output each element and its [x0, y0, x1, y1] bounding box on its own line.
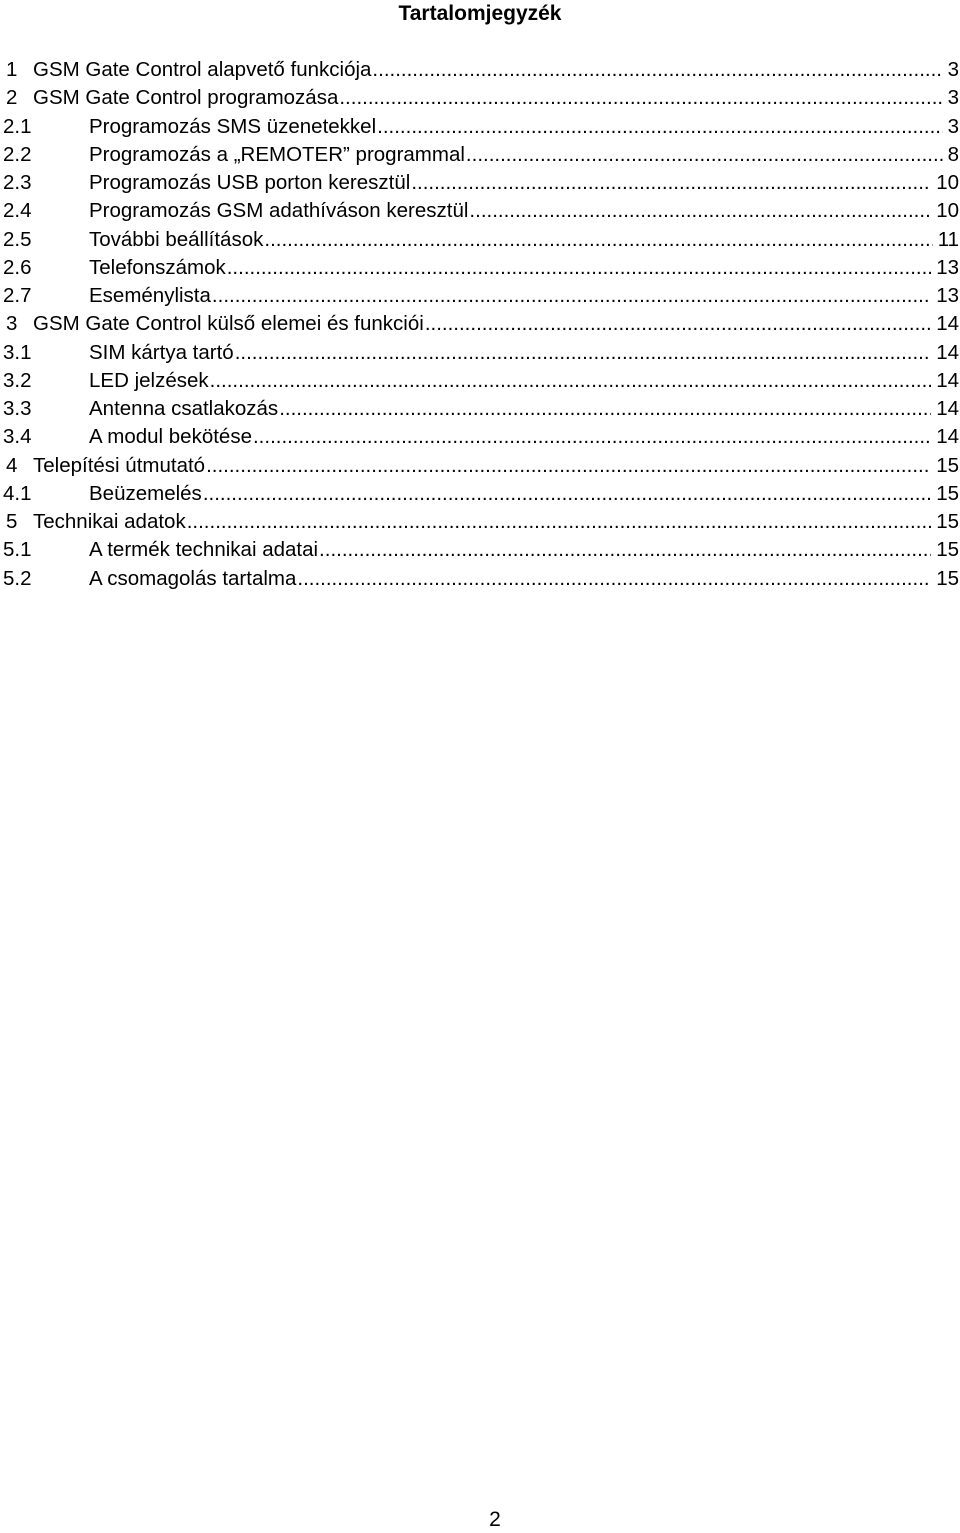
toc-entry-number: 2.5 — [3, 227, 32, 251]
toc-entry-page: 15 — [936, 453, 959, 477]
toc-entry-page: 13 — [936, 284, 959, 307]
toc-leader-dots — [203, 480, 931, 508]
toc-entry-title: Eseménylista — [89, 284, 211, 307]
toc-entry-number: 3.3 — [3, 397, 32, 420]
toc-leader-dots — [425, 310, 931, 338]
toc-entry-number: 2.3 — [3, 171, 32, 194]
toc-leader-dots — [339, 84, 942, 112]
toc-entry-title: GSM Gate Control külső elemei és funkciói — [33, 312, 424, 336]
toc-entry-title: Antenna csatlakozás — [89, 397, 279, 420]
toc-entry-title: Telefonszámok — [89, 255, 226, 279]
toc-entry-number: 2.6 — [3, 255, 32, 279]
toc-leader-dots — [377, 113, 942, 141]
toc-entry-title: GSM Gate Control alapvető funkciója — [33, 58, 372, 81]
toc-leader-dots — [279, 395, 931, 423]
toc-entry-title: Beüzemelés — [89, 481, 202, 505]
toc-entry[interactable] — [0, 367, 960, 395]
table-of-contents — [0, 56, 960, 593]
toc-entry-number: 2.2 — [3, 142, 32, 166]
toc-entry-title: SIM kártya tartó — [89, 340, 234, 364]
toc-leader-dots — [469, 197, 931, 225]
toc-leader-dots — [297, 565, 931, 593]
toc-entry[interactable] — [0, 141, 960, 169]
toc-leader-dots — [227, 254, 931, 282]
toc-entry[interactable] — [0, 565, 960, 593]
toc-entry[interactable] — [0, 480, 960, 508]
toc-entry-page: 14 — [936, 340, 959, 364]
toc-entry-page: 3 — [947, 86, 959, 110]
toc-entry-page: 15 — [936, 566, 959, 590]
toc-entry-page: 14 — [936, 312, 959, 336]
toc-entry-title: A termék technikai adatai — [89, 538, 319, 562]
toc-entry-page: 15 — [936, 481, 959, 505]
page-number: 2 — [489, 1508, 501, 1531]
toc-entry-title: A csomagolás tartalma — [89, 566, 297, 590]
toc-entry-title: További beállítások — [89, 227, 264, 251]
toc-entry-number: 1 — [6, 58, 18, 81]
toc-entry[interactable] — [0, 395, 960, 423]
toc-entry-page: 11 — [937, 227, 959, 251]
toc-leader-dots — [319, 536, 931, 564]
toc-entry-number: 5.1 — [3, 538, 32, 562]
page-title: Tartalomjegyzék — [398, 2, 562, 25]
toc-entry[interactable] — [0, 169, 960, 197]
toc-entry-title: Programozás a „REMOTER” programmal — [89, 142, 465, 166]
toc-entry-number: 5.2 — [3, 566, 32, 590]
toc-leader-dots — [466, 141, 943, 169]
toc-entry-number: 2.7 — [3, 284, 32, 307]
toc-entry-number: 3 — [6, 312, 18, 336]
toc-entry[interactable] — [0, 536, 960, 564]
toc-entry-title: Telepítési útmutató — [33, 453, 206, 477]
toc-entry-number: 3.1 — [3, 340, 32, 364]
toc-entry-title: Programozás USB porton keresztül — [89, 171, 411, 194]
toc-entry[interactable] — [0, 282, 960, 310]
toc-entry-title: Programozás SMS üzenetekkel — [89, 114, 377, 138]
toc-entry-number: 3.4 — [3, 425, 32, 449]
toc-leader-dots — [372, 56, 942, 84]
toc-entry-page: 14 — [936, 368, 959, 392]
toc-entry-number: 4.1 — [3, 481, 32, 505]
toc-leader-dots — [187, 508, 931, 536]
toc-entry-page: 13 — [936, 255, 959, 279]
toc-entry-number: 2.1 — [3, 114, 32, 138]
toc-entry-page: 10 — [936, 171, 959, 194]
toc-entry[interactable] — [0, 310, 960, 338]
toc-entry-page: 10 — [936, 199, 959, 223]
toc-entry-page: 8 — [947, 142, 959, 166]
toc-leader-dots — [206, 452, 931, 480]
toc-entry-number: 4 — [6, 453, 18, 477]
toc-entry-page: 3 — [947, 58, 959, 81]
toc-entry-number: 2 — [6, 86, 18, 110]
toc-entry-title: LED jelzések — [89, 368, 209, 392]
toc-leader-dots — [210, 367, 932, 395]
toc-entry-number: 3.2 — [3, 368, 32, 392]
toc-entry[interactable] — [0, 84, 960, 112]
toc-entry[interactable] — [0, 508, 960, 536]
toc-leader-dots — [411, 169, 931, 197]
toc-entry[interactable] — [0, 254, 960, 282]
toc-entry[interactable] — [0, 452, 960, 480]
toc-entry[interactable] — [0, 423, 960, 451]
toc-leader-dots — [264, 226, 932, 254]
toc-entry[interactable] — [0, 197, 960, 225]
toc-entry[interactable] — [0, 339, 960, 367]
toc-entry-title: A modul bekötése — [89, 425, 252, 449]
toc-entry[interactable] — [0, 56, 960, 84]
toc-leader-dots — [253, 423, 931, 451]
toc-leader-dots — [212, 282, 931, 310]
toc-entry-number: 5 — [6, 510, 18, 533]
toc-entry-title: Programozás GSM adathíváson keresztül — [89, 199, 469, 223]
toc-entry-page: 15 — [936, 538, 959, 562]
toc-entry-number: 2.4 — [3, 199, 32, 223]
toc-entry-page: 15 — [936, 510, 959, 533]
toc-entry-title: Technikai adatok — [33, 510, 186, 533]
toc-entry[interactable] — [0, 113, 960, 141]
toc-entry-page: 14 — [936, 397, 959, 420]
toc-entry-page: 14 — [936, 425, 959, 449]
toc-entry-title: GSM Gate Control programozása — [33, 86, 339, 110]
toc-leader-dots — [235, 339, 932, 367]
toc-entry-page: 3 — [947, 114, 959, 138]
toc-entry[interactable] — [0, 226, 960, 254]
